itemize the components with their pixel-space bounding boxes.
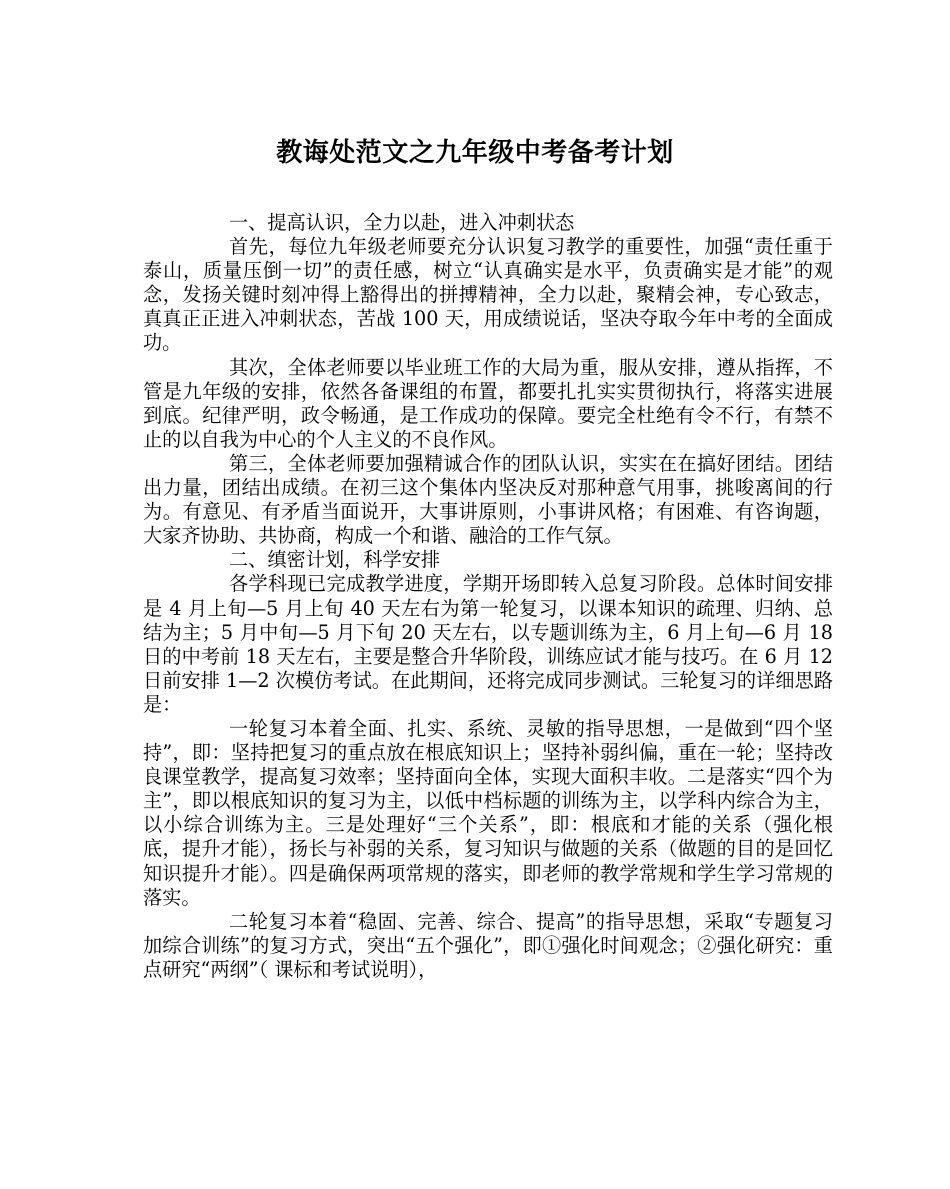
paragraph: 第三，全体老师要加强精诚合作的团队认识，实实在在搞好团结。团结出力量，团结出成绩。在初三这个集体内坚决反对那种意气用事，挑唆离间的行为。有意见、有矛盾当面说开，大事讲原则，小事讲风格；有困难、有咨询题，大家齐协助、共协商，构成一个和谐、融洽的工作气氛。 bbox=[143, 451, 833, 548]
section-heading-2: 二、缜密计划，科学安排 bbox=[229, 548, 441, 572]
paragraph: 其次，全体老师要以毕业班工作的大局为重，服从安排，遵从指挥，不管是九年级的安排，依然各备课组的布置，都要扎扎实实贯彻执行，将落实进展到底。纪律严明，政令畅通，是工作成功的保障。要完全杜绝有令不行，有禁不止的以自我为中心的个人主义的不良作风。 bbox=[143, 355, 833, 451]
paragraph: 各学科现已完成教学进度，学期开场即转入总复习阶段。总体时间安排是 4 月上旬—5 月上旬 40 天左右为第一轮复习，以课本知识的疏理、归纳、总结为主；5 月中旬—5 月下旬 20 天左右，以专题训练为主，6 月上旬—6 月 18 日的中考前 18 天左右，主要是整合升华阶段，训练应试才能与技巧。在 6 月 12 日前安排 1—2 次模仿考试。在此期间，还将完成同步测试。三轮复习的详细思路是： bbox=[143, 572, 833, 716]
document-body bbox=[143, 211, 833, 982]
paragraph: 首先，每位九年级老师要充分认识复习教学的重要性，加强“责任重于泰山，质量压倒一切”的责任感，树立“认真确实是水平，负责确实是才能”的观念，发扬关键时刻冲得上豁得出的拼搏精神，全力以赴，聚精会神，专心致志，真真正正进入冲刺状态，苦战 100 天，用成绩说话，坚决夺取今年中考的全面成功。 bbox=[143, 235, 833, 355]
document-title: 教诲处范文之九年级中考备考计划 bbox=[276, 138, 674, 168]
paragraph: 一轮复习本着全面、扎实、系统、灵敏的指导思想，一是做到“四个坚持”，即：坚持把复习的重点放在根底知识上；坚持补弱纠偏，重在一轮；坚持改良课堂教学，提高复习效率；坚持面向全体，实现大面积丰收。二是落实“四个为主”，即以根底知识的复习为主，以低中档标题的训练为主，以学科内综合为主，以小综合训练为主。三是处理好“三个关系”，即：根底和才能的关系（强化根底，提升才能），扬长与补弱的关系，复习知识与做题的关系（做题的目的是回忆知识提升才能）。四是确保两项常规的落实，即老师的教学常规和学生学习常规的落实。 bbox=[143, 716, 833, 909]
paragraph: 二轮复习本着“稳固、完善、综合、提高”的指导思想，采取“专题复习加综合训练”的复习方式，突出“五个强化”，即①强化时间观念；②强化研究：重点研究“两纲”（ 课标和考试说明）， bbox=[143, 909, 833, 981]
section-heading-1: 一、提高认识，全力以赴，进入冲刺状态 bbox=[229, 211, 575, 234]
